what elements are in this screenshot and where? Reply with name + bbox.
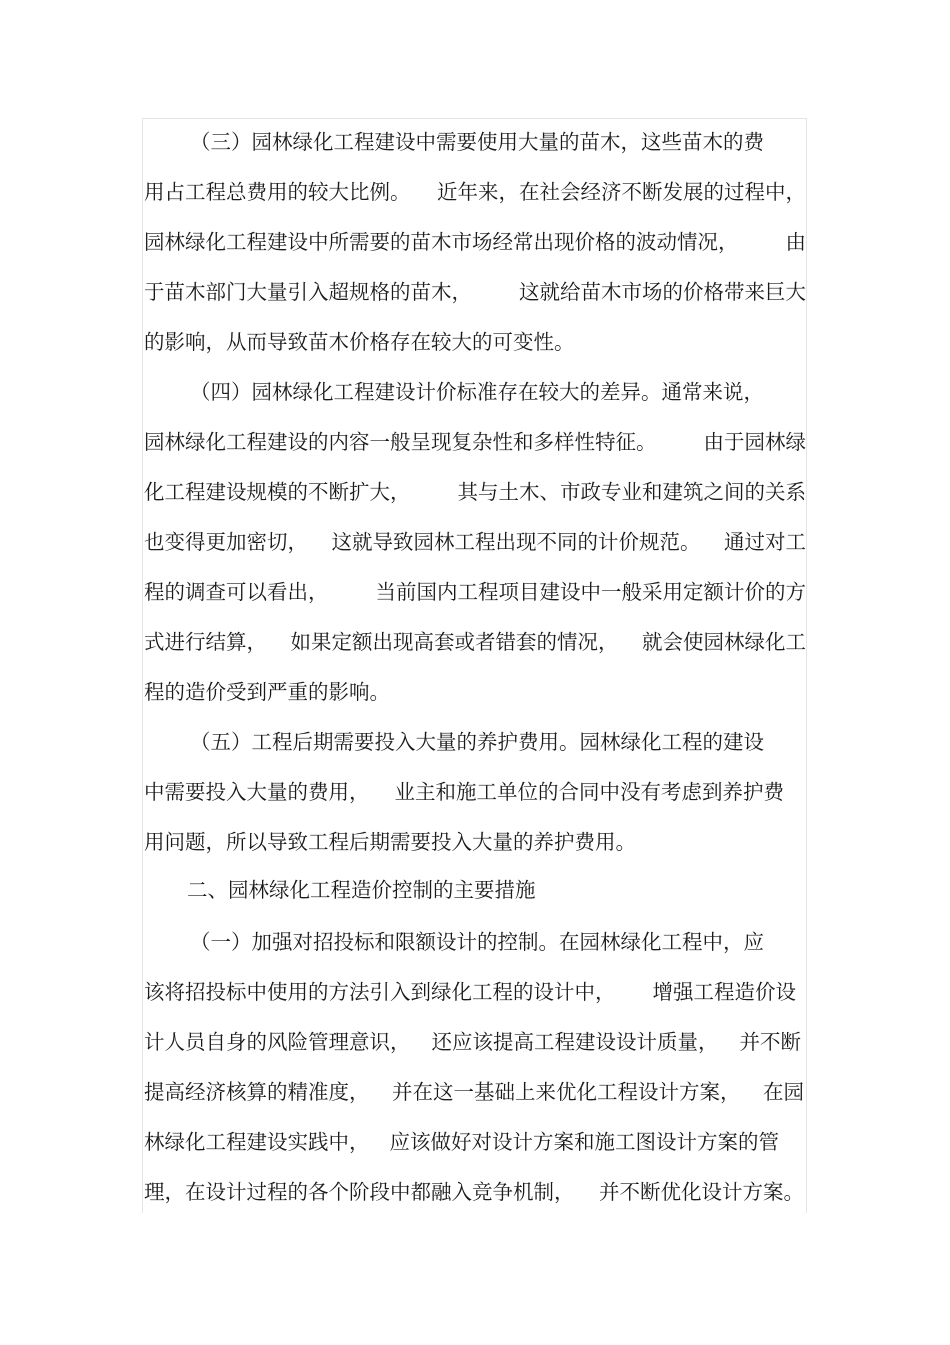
text-segment: （三）园林绿化工程建设中需要使用大量的苗木，这些苗木的费 <box>190 130 764 154</box>
text-segment: 该将招投标中使用的方法引入到绿化工程的设计中， <box>144 980 616 1004</box>
text-line <box>144 427 806 457</box>
text-segment: 并不断 <box>739 1030 801 1054</box>
text-segment: 园林绿化工程建设中所需要的苗木市场经常出现价格的波动情况， <box>144 230 739 254</box>
text-segment: 还应该提高工程建设设计质量， <box>431 1030 719 1054</box>
text-line <box>190 927 770 957</box>
text-segment: 的影响，从而导致苗木价格存在较大的可变性。 <box>144 330 575 354</box>
text-line <box>144 477 806 507</box>
text-segment: 由 <box>785 230 806 254</box>
text-segment: 其与土木、市政专业和建筑之间的关系 <box>457 480 806 504</box>
section-heading <box>187 875 587 905</box>
text-segment: 并不断优化设计方案。 <box>599 1180 804 1204</box>
text-line <box>144 1027 801 1057</box>
text-segment: 用问题，所以导致工程后期需要投入大量的养护费用。 <box>144 830 636 854</box>
text-segment: 就会使园林绿化工 <box>642 630 806 654</box>
text-segment: 这就导致园林工程出现不同的计价规范。 <box>331 530 701 554</box>
text-segment: 计人员自身的风险管理意识， <box>144 1030 411 1054</box>
text-segment: 并在这一基础上来优化工程设计方案， <box>392 1080 741 1104</box>
text-line <box>144 627 806 657</box>
text-line <box>144 1077 804 1107</box>
text-line <box>144 327 806 357</box>
text-segment: 林绿化工程建设实践中， <box>144 1130 370 1154</box>
text-segment: 应该做好对设计方案和施工图设计方案的管 <box>389 1130 779 1154</box>
text-segment: 近年来，在社会经济不断发展的过程中， <box>437 180 806 204</box>
text-line <box>144 777 784 807</box>
text-segment: 用占工程总费用的较大比例。 <box>144 180 411 204</box>
text-segment: 如果定额出现高套或者错套的情况， <box>290 630 619 654</box>
text-segment: 也变得更加密切， <box>144 530 308 554</box>
text-segment: 当前国内工程项目建设中一般采用定额计价的方 <box>375 580 806 604</box>
section-heading-text: 二、园林绿化工程造价控制的主要措施 <box>187 878 536 902</box>
text-line <box>144 1177 804 1207</box>
text-segment: （四）园林绿化工程建设计价标准存在较大的差异。通常来说， <box>190 380 764 404</box>
text-line <box>190 127 770 157</box>
text-segment: 化工程建设规模的不断扩大， <box>144 480 411 504</box>
text-line <box>144 827 806 857</box>
text-segment: 增强工程造价设 <box>652 980 796 1004</box>
text-segment: （五）工程后期需要投入大量的养护费用。园林绿化工程的建设 <box>190 730 764 754</box>
text-segment: 这就给苗木市场的价格带来巨大 <box>519 280 806 304</box>
text-line <box>144 1127 779 1157</box>
text-line <box>190 377 770 407</box>
text-line <box>144 177 806 207</box>
text-segment: 理，在设计过程的各个阶段中都融入竞争机制， <box>144 1180 575 1204</box>
text-segment: 业主和施工单位的合同中没有考虑到养护费 <box>394 780 784 804</box>
text-segment: 在园 <box>763 1080 804 1104</box>
text-segment: 程的造价受到严重的影响。 <box>144 680 390 704</box>
text-segment: （一）加强对招投标和限额设计的控制。在园林绿化工程中，应 <box>190 930 764 954</box>
text-line <box>144 227 806 257</box>
text-segment: 提高经济核算的精准度， <box>144 1080 370 1104</box>
text-segment: 园林绿化工程建设的内容一般呈现复杂性和多样性特征。 <box>144 430 657 454</box>
text-line <box>144 527 806 557</box>
text-line <box>144 577 806 607</box>
text-segment: 于苗木部门大量引入超规格的苗木， <box>144 280 472 304</box>
text-line <box>190 727 770 757</box>
text-segment: 式进行结算， <box>144 630 267 654</box>
text-line <box>144 277 806 307</box>
text-segment: 通过对工 <box>724 530 806 554</box>
text-line <box>144 677 806 707</box>
text-line <box>144 977 796 1007</box>
text-segment: 由于园林绿 <box>703 430 806 454</box>
text-segment: 程的调查可以看出， <box>144 580 329 604</box>
text-segment: 中需要投入大量的费用， <box>144 780 370 804</box>
